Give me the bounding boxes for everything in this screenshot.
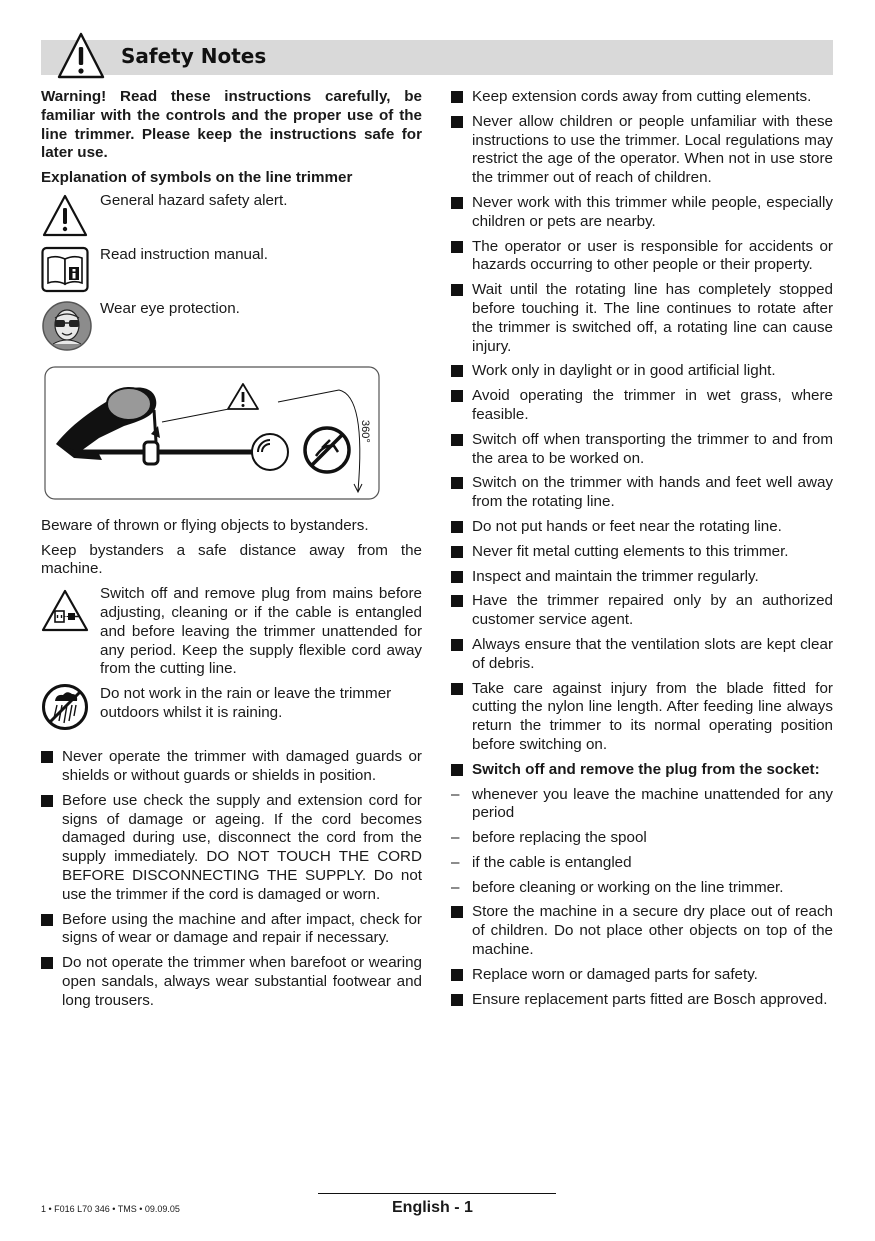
- list-item: Ensure replacement parts fitted are Bosch approved.: [451, 991, 833, 1010]
- list-item: Inspect and maintain the trimmer regularly.: [451, 568, 833, 587]
- dash-item: – if the cable is entangled: [451, 853, 632, 871]
- symbols-heading: Explanation of symbols on the line trimmer: [41, 169, 353, 187]
- page-number: English - 1: [392, 1199, 473, 1216]
- list-item: Before using the machine and after impact, check for signs of wear or damage and repair if necessary.: [41, 911, 422, 949]
- list-item: Replace worn or damaged parts for safety.: [451, 966, 833, 985]
- footer-code: 1 • F016 L70 346 • TMS • 09.09.05: [41, 1204, 180, 1214]
- page-title: Safety Notes: [121, 44, 267, 68]
- dash-item: – before replacing the spool: [451, 829, 647, 847]
- figure-360-label: 360°: [359, 419, 371, 443]
- footer-divider: [318, 1193, 556, 1194]
- unplug-icon: [41, 587, 95, 635]
- list-item: Store the machine in a secure dry place out of reach of children. Do not place other objects on top of the machine.: [451, 903, 833, 959]
- symbol-row-manual: [41, 246, 422, 294]
- no-rain-text: Do not work in the rain or leave the trimmer outdoors whilst it is raining.: [100, 685, 392, 721]
- list-item: Take care against injury from the blade fitted for cutting the nylon line length. After feeding line always return the trimmer to its normal operating position before switching on.: [451, 680, 833, 755]
- list-item: Never operate the trimmer with damaged guards or shields or without guards or shields in position.: [41, 748, 422, 786]
- right-column: [451, 88, 833, 1015]
- list-item: Keep extension cords away from cutting elements.: [451, 88, 833, 107]
- no-rain-icon: [41, 683, 95, 731]
- list-item: Never allow children or people unfamiliar with these instructions to use the trimmer. Local regulations may restrict the age of the operator. When not in use store the trimmer out of reach of children.: [451, 113, 833, 188]
- symbol-row-rain: [41, 685, 422, 731]
- switch-off-heading-item: [451, 761, 833, 780]
- dash-item: – whenever you leave the machine unattended for any period: [451, 785, 833, 822]
- manual-icon: [41, 246, 95, 294]
- list-item: Wait until the rotating line has completely stopped before touching it. The line continues to rotate after the trimmer is switched off, a rotating line can cause injury.: [451, 281, 833, 356]
- list-item: Switch on the trimmer with hands and feet well away from the rotating line.: [451, 474, 833, 512]
- thrown-objects-text: Beware of thrown or flying objects to bystanders.: [41, 516, 369, 534]
- list-item: Never fit metal cutting elements to this trimmer.: [451, 543, 833, 562]
- list-item: Do not operate the trimmer when barefoot or wearing open sandals, always wear substantial footwear and long trousers.: [41, 954, 422, 1010]
- symbol-row-eye: [41, 300, 422, 352]
- warning-triangle-icon: [56, 31, 106, 81]
- left-column: [41, 88, 422, 1017]
- bystanders-text: Keep bystanders a safe distance away from the machine.: [41, 541, 422, 578]
- list-item: Always ensure that the ventilation slots are kept clear of debris.: [451, 636, 833, 674]
- list-item: The operator or user is responsible for accidents or hazards occurring to other people or their property.: [451, 238, 833, 276]
- list-item: Avoid operating the trimmer in wet grass, where feasible.: [451, 387, 833, 425]
- list-item: Never work with this trimmer while people, especially children or pets are nearby.: [451, 194, 833, 232]
- list-item: Before use check the supply and extension cord for signs of damage or ageing. If the cord becomes damaged during use, disconnect the cord from the supply immediately. DO NOT TOUCH THE CORD BEFORE DISCONNECTING THE SUPPLY. Do not use the trimmer if the cord is damaged or worn.: [41, 792, 422, 905]
- list-item: Do not put hands or feet near the rotating line.: [451, 518, 833, 537]
- warning-intro: Warning! Read these instructions carefully, be familiar with the controls and the proper use of the line trimmer. Please keep the instructions safe for later use.: [41, 88, 422, 162]
- symbol-row-hazard: [41, 192, 422, 240]
- symbol-row-plug: [41, 585, 422, 679]
- list-item: Work only in daylight or in good artificial light.: [451, 362, 833, 381]
- thrown-objects-figure: [44, 366, 380, 500]
- unplug-text: Switch off and remove plug from mains before adjusting, cleaning or if the cable is entangled and before leaving the trimmer unattended for any period. Keep the supply flexible cord away from the cutting line.: [100, 585, 422, 678]
- symbol-eye-text: Wear eye protection.: [100, 299, 240, 317]
- list-item: Have the trimmer repaired only by an authorized customer service agent.: [451, 592, 833, 630]
- list-item: Switch off when transporting the trimmer to and from the area to be worked on.: [451, 431, 833, 469]
- eye-protection-icon: [41, 300, 95, 352]
- hazard-alert-icon: [41, 192, 95, 240]
- symbol-hazard-text: General hazard safety alert.: [100, 191, 288, 209]
- dash-item: – before cleaning or working on the line trimmer.: [451, 878, 784, 896]
- switch-off-heading: Switch off and remove the plug from the socket:: [472, 760, 820, 778]
- symbol-manual-text: Read instruction manual.: [100, 245, 268, 263]
